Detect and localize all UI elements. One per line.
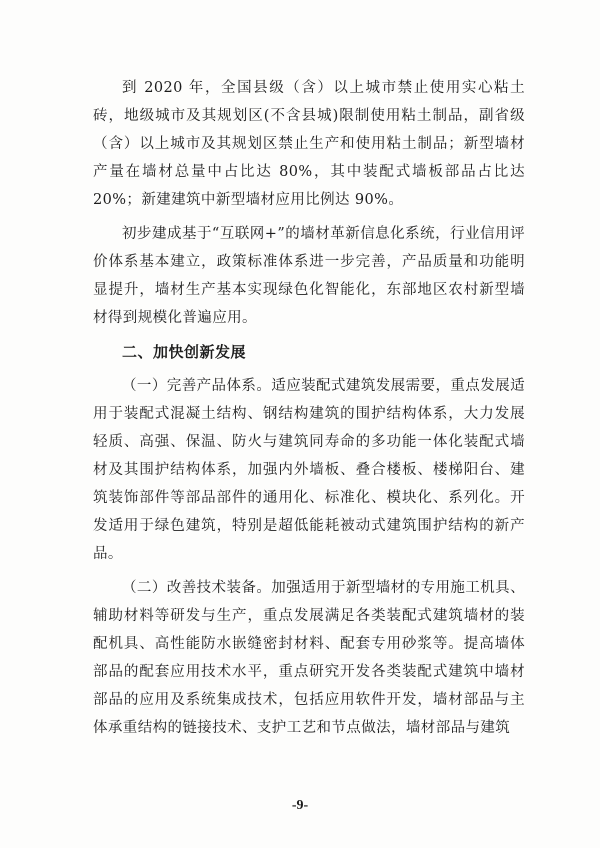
paragraph-2020-targets: 到 2020 年，全国县级（含）以上城市禁止使用实心粘土砖，地级城市及其规划区(不含县城)限制使用粘土制品，副省级（含）以上城市及其规划区禁止生产和使用粘土制品；新型墙材产量在墙材总量中占比达 80%，其中装配式墙板部品占比达 20%；新建建筑中新型墙材应用比例达 90%。: [93, 80, 525, 208]
section-heading: 二、加快创新发展: [122, 343, 247, 361]
paragraph-initial-establishment: 初步建成基于“互联网+”的墙材革新信息化系统，行业信用评价体系基本建立，政策标准体系进一步完善，产品质量和功能明显提升，墙材生产基本实现绿色化智能化，东部地区农村新型墙材得到规模化普遍应用。: [93, 226, 525, 326]
page-number: -9-: [291, 798, 309, 813]
paragraph-product-system: （一）完善产品体系。适应装配式建筑发展需要，重点发展适用于装配式混凝土结构、钢结构建筑的围护结构体系，大力发展轻质、高强、保温、防火与建筑同寿命的多功能一体化装配式墙材及其围护结构体系，加强内外墙板、叠合楼板、楼梯阳台、建筑装饰部件等部品部件的通用化、标准化、模块化、系列化。开发适用于绿色建筑，特别是超低能耗被动式建筑围护结构的新产品。: [93, 378, 525, 562]
document-body: [93, 74, 525, 742]
paragraph-technical-equipment: （二）改善技术装备。加强适用于新型墙材的专用施工机具、辅助材料等研发与生产，重点发展满足各类装配式建筑墙材的装配机具、高性能防水嵌缝密封材料、配套专用砂浆等。提高墙体部品的配套应用技术水平，重点研究开发各类装配式建筑中墙材部品的应用及系统集成技术，包括应用软件开发，墙材部品与主体承重结构的链接技术、支护工艺和节点做法，墙材部品与建筑: [93, 580, 525, 736]
